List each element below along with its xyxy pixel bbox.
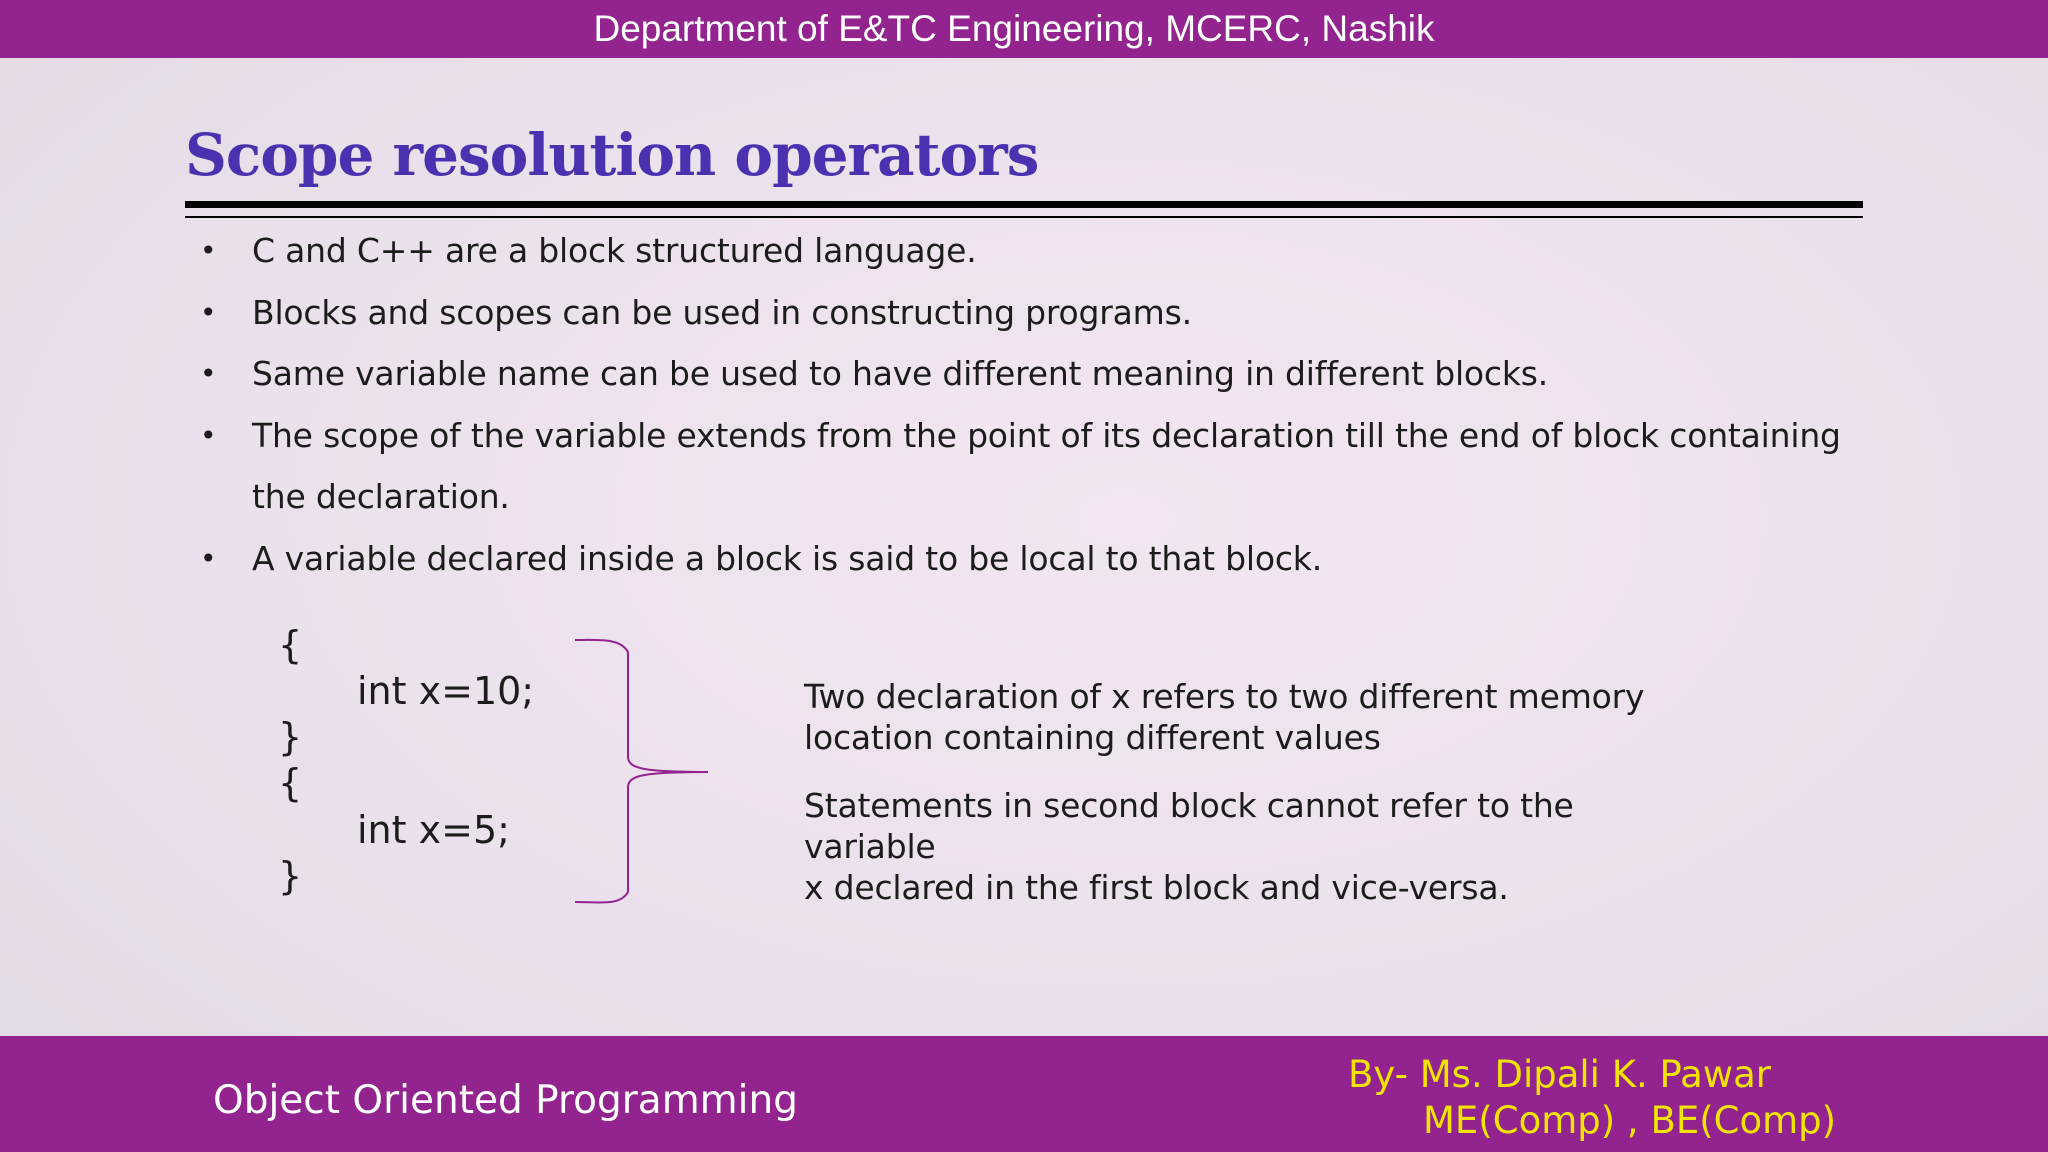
bullet-item xyxy=(200,343,1860,405)
note-memory-location: Two declaration of x refers to two different memory location containing different values xyxy=(804,677,1645,757)
right-curly-brace-icon xyxy=(560,630,720,910)
bullet-item xyxy=(200,405,1860,528)
bullet-icon: • xyxy=(200,234,217,267)
bullet-text: The scope of the variable extends from the point of its declaration till the end of block containing the declaration. xyxy=(252,415,1841,516)
bullet-text: Blocks and scopes can be used in constructing programs. xyxy=(252,292,1192,332)
bullet-item xyxy=(200,220,1860,282)
bullet-item xyxy=(200,528,1860,590)
bullet-item xyxy=(200,282,1860,344)
title-divider-thick xyxy=(185,201,1863,208)
bullet-icon: • xyxy=(200,418,217,452)
author-name: By- Ms. Dipali K. Pawar xyxy=(1348,1053,1771,1096)
course-name: Object Oriented Programming xyxy=(213,1078,798,1123)
slide-title: Scope resolution operators xyxy=(185,121,1039,189)
bullet-text: A variable declared inside a block is said to be local to that block. xyxy=(252,538,1322,578)
code-block2-open-brace: { xyxy=(278,761,303,805)
header-banner-text: Department of E&TC Engineering, MCERC, Nashik xyxy=(593,8,1435,49)
bullet-icon: • xyxy=(200,541,217,575)
code-block2-declaration: int x=5; xyxy=(357,808,510,852)
bullet-list xyxy=(200,220,1860,589)
title-divider-thin xyxy=(185,216,1863,218)
bullet-text: Same variable name can be used to have different meaning in different blocks. xyxy=(252,354,1549,393)
author-qualification: ME(Comp) , BE(Comp) xyxy=(1423,1099,1837,1142)
bullet-icon: • xyxy=(200,295,217,329)
code-block1-declaration: int x=10; xyxy=(357,669,535,713)
code-block2-close-brace: } xyxy=(278,854,303,898)
code-block1-open-brace: { xyxy=(278,623,303,667)
bullet-text: C and C++ are a block structured language. xyxy=(252,231,977,270)
note-block-scope: Statements in second block cannot refer to the variable x declared in the first block and vice-versa. xyxy=(804,786,1574,907)
bullet-icon: • xyxy=(200,357,217,390)
code-block1-close-brace: } xyxy=(278,715,303,759)
header-banner xyxy=(0,0,2048,58)
